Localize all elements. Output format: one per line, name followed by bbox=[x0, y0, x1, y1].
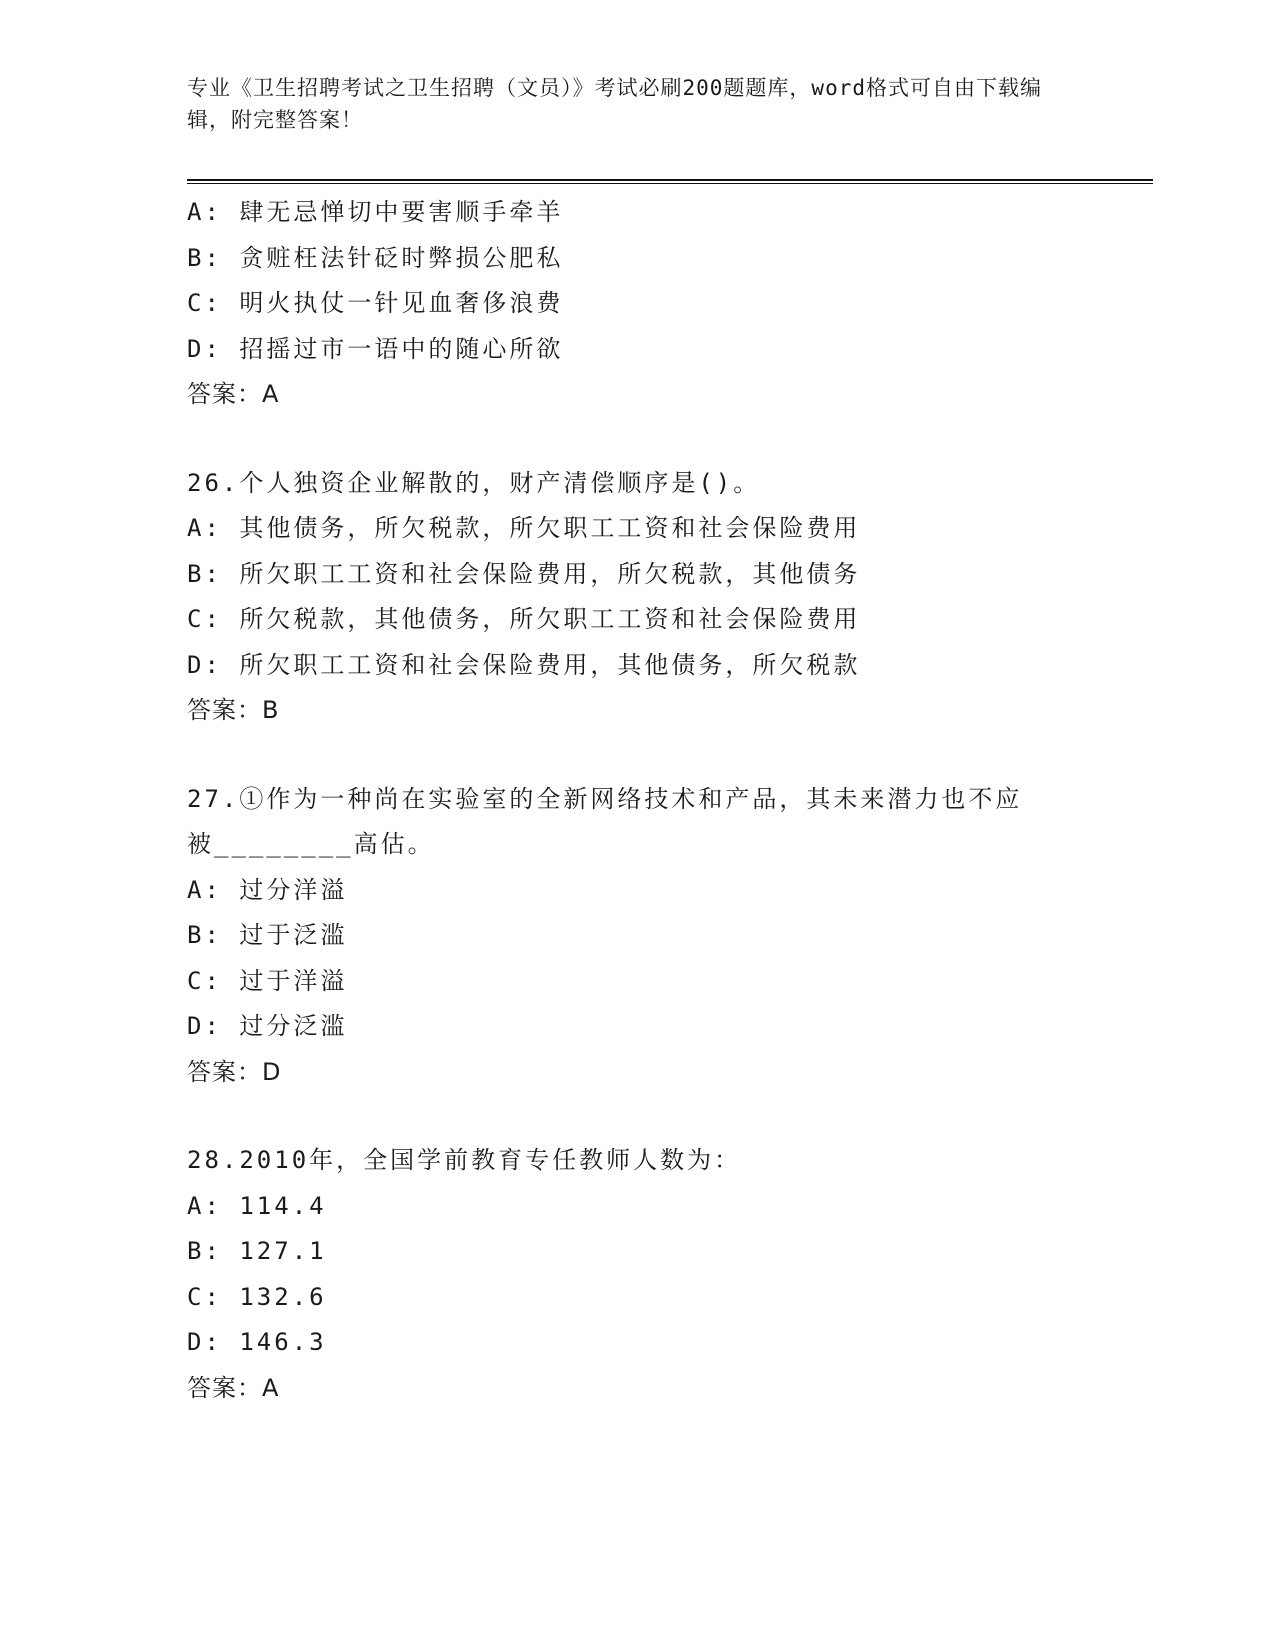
question-stem: 26.个人独资企业解散的，财产清偿顺序是()。 bbox=[187, 468, 761, 497]
header-rule-thin bbox=[187, 183, 1153, 184]
option-b: B: 127.1 bbox=[187, 1237, 327, 1265]
header-rule-thick bbox=[187, 179, 1153, 181]
question-stem-continued: 被________高估。 bbox=[187, 830, 435, 858]
answer-line: 答案：A bbox=[187, 380, 280, 408]
question-block-27 bbox=[187, 777, 1147, 1096]
option-c: C: 所欠税款，其他债务，所欠职工工资和社会保险费用 bbox=[187, 605, 861, 633]
answer-line: 答案：B bbox=[187, 696, 280, 724]
answer-line: 答案：D bbox=[187, 1057, 282, 1086]
question-block-25-partial bbox=[187, 190, 1147, 418]
question-stem: 27.①作为一种尚在实验室的全新网络技术和产品，其未来潜力也不应 bbox=[187, 784, 1023, 813]
option-c: C: 过于洋溢 bbox=[187, 966, 348, 995]
question-block-28 bbox=[187, 1138, 1147, 1411]
option-a: A: 过分洋溢 bbox=[187, 875, 348, 904]
option-b: B: 贪赃枉法针砭时弊损公肥私 bbox=[187, 243, 564, 272]
option-d: D: 146.3 bbox=[187, 1328, 327, 1356]
option-a: A: 114.4 bbox=[187, 1191, 327, 1220]
question-stem: 28.2010年，全国学前教育专任教师人数为： bbox=[187, 1146, 742, 1174]
question-list bbox=[187, 190, 1147, 1411]
question-block-26 bbox=[187, 461, 1147, 734]
option-b: B: 所欠职工工资和社会保险费用，所欠税款，其他债务 bbox=[187, 559, 861, 588]
option-d: D: 过分泛滥 bbox=[187, 1012, 348, 1040]
option-c: C: 明火执仗一针见血奢侈浪费 bbox=[187, 289, 564, 317]
document-header: 专业《卫生招聘考试之卫生招聘（文员）》考试必刷200题题库，word格式可自由下载编辑，附完整答案！ bbox=[187, 76, 1042, 132]
option-b: B: 过于泛滥 bbox=[187, 921, 348, 949]
option-a: A: 其他债务，所欠税款，所欠职工工资和社会保险费用 bbox=[187, 514, 861, 542]
option-d: D: 所欠职工工资和社会保险费用，其他债务，所欠税款 bbox=[187, 650, 861, 679]
option-a: A: 肆无忌惮切中要害顺手牵羊 bbox=[187, 198, 564, 226]
option-d: D: 招摇过市一语中的随心所欲 bbox=[187, 334, 564, 363]
option-c: C: 132.6 bbox=[187, 1282, 327, 1311]
answer-line: 答案：A bbox=[187, 1373, 280, 1402]
